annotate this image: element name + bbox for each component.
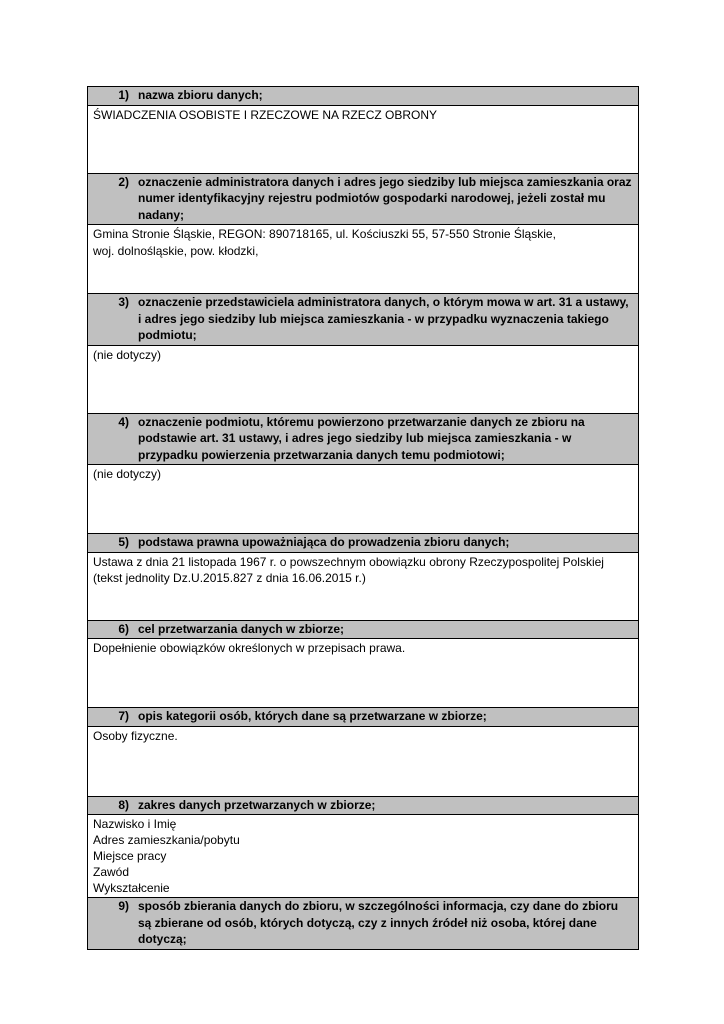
- section-2-title: oznaczenie administratora danych i adres jego siedziby lub miejsca zamieszkania oraz numer identyfikacyjny rejestru podmiotów gospodarki narodowej, jeżeli został mu nadany;: [138, 174, 632, 222]
- section-4-header: [88, 414, 638, 466]
- section-8-body: [88, 815, 638, 898]
- section-5-body: [88, 553, 638, 621]
- section-2-body: [88, 225, 638, 294]
- section-3-title: oznaczenie przedstawiciela administratora danych, o którym mowa w art. 31 a ustawy, i adres jego siedziby lub miejsca zamieszkania - w przypadku wyznaczenia takiego podmiotu;: [138, 295, 629, 342]
- section-3-header: [88, 294, 638, 346]
- section-8-number: 8): [118, 797, 129, 812]
- data-collection-form-table: [87, 86, 639, 950]
- section-7-header: [88, 708, 638, 727]
- section-6-number: 6): [118, 621, 129, 636]
- section-8-line-2: Adres zamieszkania/pobytu: [93, 833, 240, 847]
- section-1-number: 1): [118, 88, 129, 102]
- section-5-title: podstawa prawna upoważniająca do prowadzenia zbioru danych;: [138, 535, 510, 549]
- section-9-title: sposób zbierania danych do zbioru, w szczególności informacja, czy dane do zbioru są zbierane od osób, których dotyczą, czy z innych źródeł niż osoba, której dane dotyczą;: [138, 899, 619, 946]
- section-2-line-2: woj. dolnośląskie, pow. kłodzki,: [93, 243, 259, 258]
- section-7-title: opis kategorii osób, których dane są przetwarzane w zbiorze;: [138, 709, 487, 723]
- section-3-number: 3): [118, 295, 129, 309]
- section-3-line-1: (nie dotyczy): [93, 347, 162, 362]
- section-7-line-1: Osoby fizyczne.: [93, 728, 178, 743]
- section-6-header: [88, 621, 638, 640]
- section-8-line-1: Nazwisko i Imię: [93, 817, 177, 831]
- section-8-line-3: Miejsce pracy: [93, 849, 167, 863]
- section-5-line-2: (tekst jednolity Dz.U.2015.827 z dnia 16.06.2015 r.): [93, 571, 366, 585]
- section-8-line-4: Zawód: [93, 865, 130, 879]
- section-8-title: zakres danych przetwarzanych w zbiorze;: [138, 797, 376, 812]
- section-6-line-1: Dopełnienie obowiązków określonych w przepisach prawa.: [93, 641, 406, 655]
- section-1-line-1: ŚWIADCZENIA OSOBISTE I RZECZOWE NA RZECZ OBRONY: [93, 107, 438, 122]
- section-2-line-1: Gmina Stronie Śląskie, REGON: 890718165, ul. Kościuszki 55, 57-550 Stronie Śląskie,: [93, 227, 556, 241]
- section-5-line-1: Ustawa z dnia 21 listopada 1967 r. o powszechnym obowiązku obrony Rzeczypospolitej Polskiej: [93, 554, 604, 569]
- section-6-body: [88, 639, 638, 708]
- section-6-title: cel przetwarzania danych w zbiorze;: [138, 621, 345, 636]
- section-1-title: nazwa zbioru danych;: [138, 88, 263, 102]
- section-9-header: [88, 898, 638, 949]
- section-3-body: [88, 346, 638, 414]
- section-1-header: [88, 87, 638, 106]
- section-8-line-5: Wykształcenie: [93, 881, 170, 895]
- section-5-number: 5): [118, 535, 129, 549]
- section-8-header: [88, 797, 638, 816]
- section-4-line-1: (nie dotyczy): [93, 467, 162, 481]
- section-4-title: oznaczenie podmiotu, któremu powierzono przetwarzanie danych ze zbioru na podstawie art. 31 ustawy, i adres jego siedziby lub miejsca zamieszkania - w przypadku powierzenia przetwarzania danych temu podmiotowi;: [138, 414, 585, 462]
- section-4-number: 4): [118, 414, 129, 429]
- section-5-header: [88, 534, 638, 553]
- section-1-body: [88, 106, 638, 174]
- section-2-header: [88, 174, 638, 226]
- section-7-body: [88, 727, 638, 797]
- section-4-body: [88, 465, 638, 534]
- section-2-number: 2): [118, 174, 129, 189]
- section-7-number: 7): [118, 709, 129, 723]
- section-9-number: 9): [118, 899, 129, 913]
